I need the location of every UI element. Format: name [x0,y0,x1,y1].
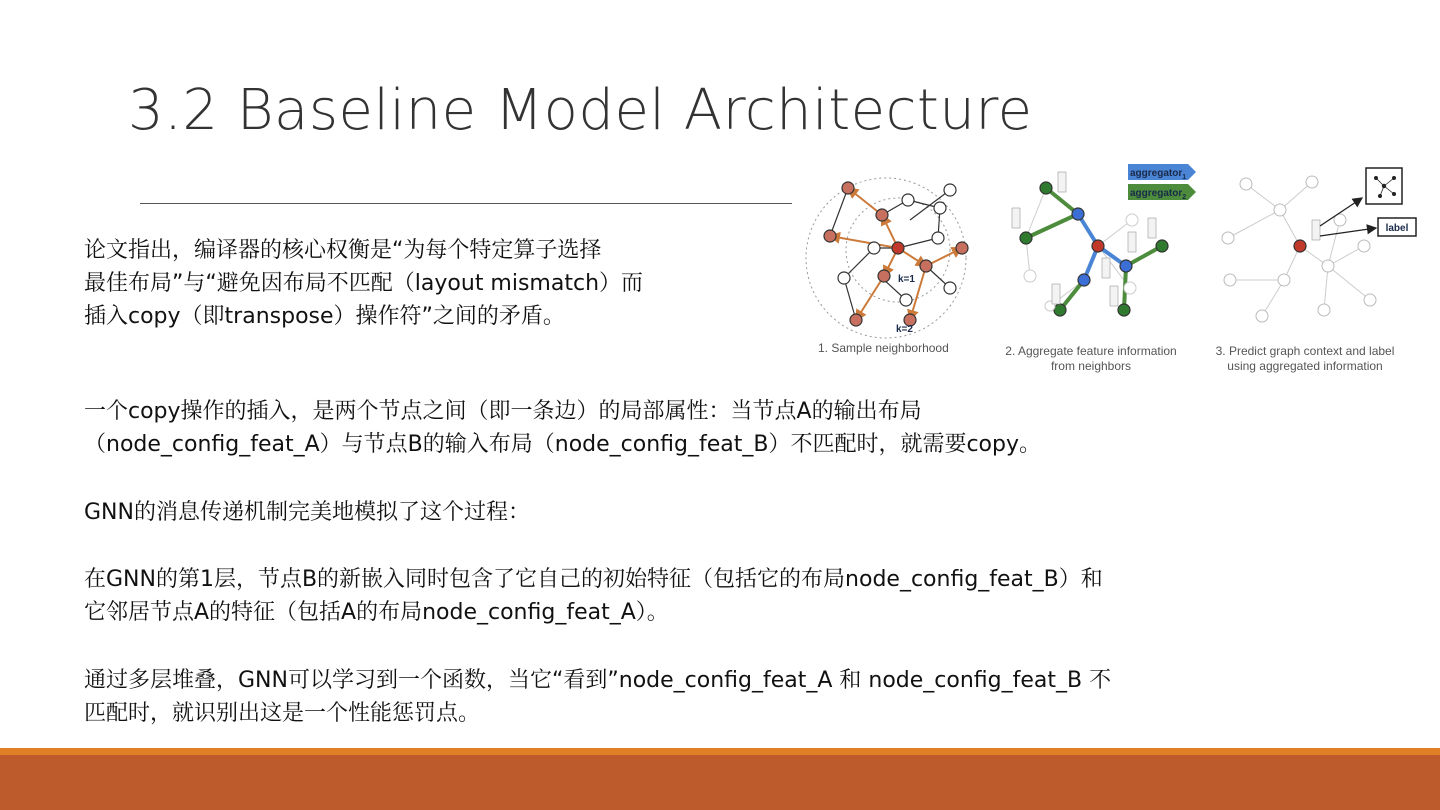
paragraph-gnn-layer1 [84,563,1103,629]
paragraph-tradeoff [84,234,643,333]
text-line: 通过多层堆叠，GNN可以学习到一个函数，当它“看到”node_config_feat_A 和 node_config_feat_B 不 [84,668,1112,693]
panel3-caption-line: 3. Predict graph context and label [1215,344,1395,358]
paragraph-stacked-layers [84,664,1111,730]
slide-title: 3.2 Baseline Model Architecture [128,78,1033,143]
panel-aggregate [1005,164,1196,373]
text-line: （node_config_feat_A）与节点B的输入布局（node_config_feat_B）不匹配时，就需要copy。 [84,432,1042,457]
footer-bar [0,755,1440,810]
paragraph-gnn-message-passing [84,496,530,529]
panel-predict [1216,168,1416,373]
text-line: 最佳布局”与“避免因布局不匹配（layout mismatch）而 [84,271,644,296]
text-line: 一个copy操作的插入，是两个节点之间（即一条边）的局部属性：当节点A的输出布局 [84,399,922,424]
text-line: GNN的消息传递机制完美地模拟了这个过程： [84,500,530,525]
text-line: 在GNN的第1层，节点B的新嵌入同时包含了它自己的初始特征（包括它的布局node_config_feat_B）和 [84,567,1103,592]
text-line: 论文指出，编译器的核心权衡是“为每个特定算子选择 [84,238,602,263]
graphsage-figure [800,160,1420,380]
footer-accent-bar [0,748,1440,755]
aggregator-2-label: aggregator$_2$ [1130,188,1187,201]
text-line: 匹配时，就识别出这是一个性能惩罚点。 [84,701,481,726]
panel-sample-neighborhood [806,178,968,355]
aggregator-1-label: aggregator$_1$ [1130,168,1187,181]
panel2-caption-line: from neighbors [1050,359,1132,373]
k2-label: k=2 [896,324,913,335]
label-box-text: label [1385,223,1409,234]
panel1-caption: 1. Sample neighborhood [818,341,949,355]
text-line: 它邻居节点A的特征（包括A的布局node_config_feat_A）。 [84,600,669,625]
title-divider [140,203,792,204]
k1-label: k=1 [898,274,915,285]
panel2-caption-line: 2. Aggregate feature information [1005,344,1177,358]
panel3-caption-line: using aggregated information [1227,359,1383,373]
text-line: 插入copy（即transpose）操作符”之间的矛盾。 [84,304,565,329]
paragraph-copy-insertion [84,395,1041,461]
